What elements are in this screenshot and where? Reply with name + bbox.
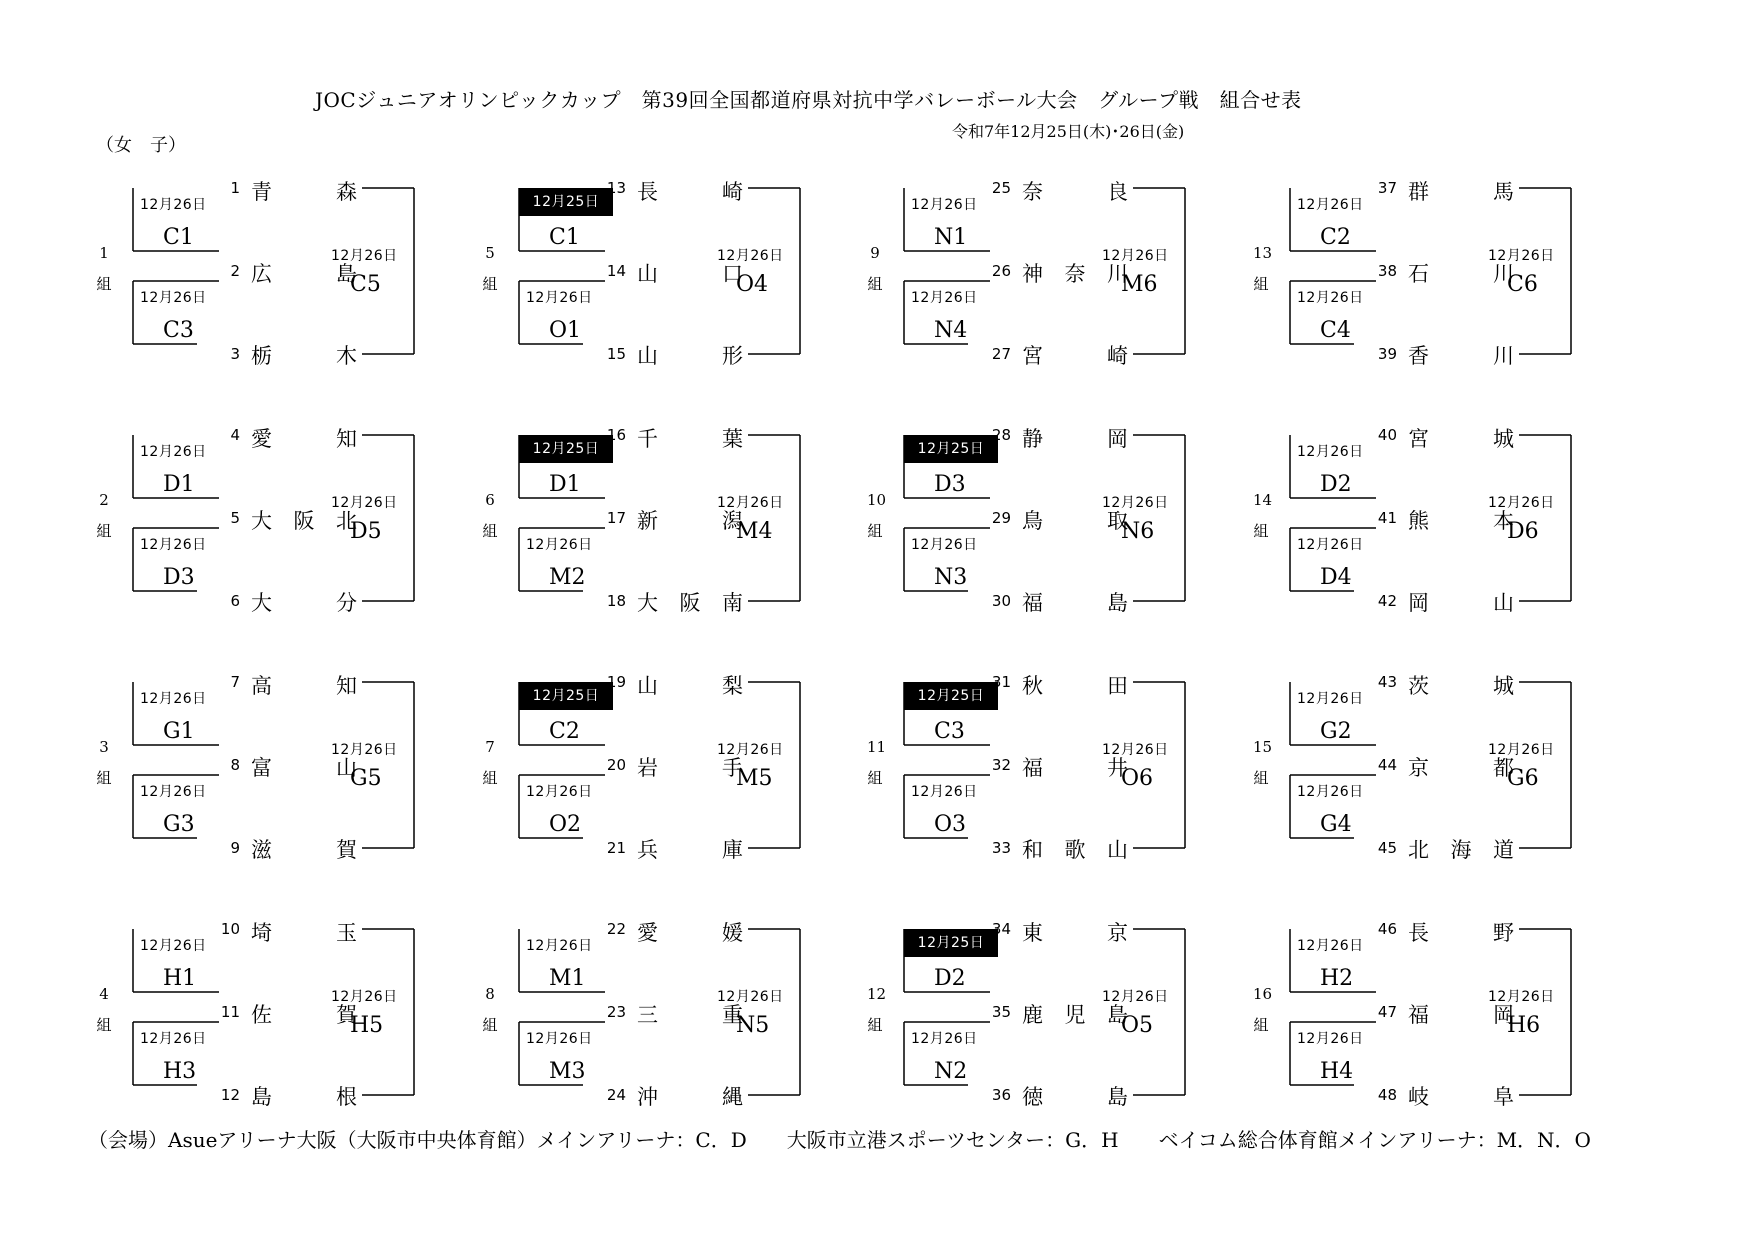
team-number: 27 [991,345,1011,363]
group-bracket [96,672,486,872]
team-name: 沖縄 [637,1085,743,1109]
team-number: 7 [230,673,240,691]
match-code-top: M1 [549,966,586,991]
match-code-final: G6 [1507,766,1539,791]
match-code-top: G1 [163,719,195,744]
team-name: 長崎 [637,180,743,204]
match-code-top: G2 [1320,719,1352,744]
team-number: 43 [1377,673,1397,691]
team-name: 宮崎 [1022,344,1128,368]
team-name: 福岡 [1408,1003,1514,1027]
team-name: 福島 [1022,591,1128,615]
match-code-final: O6 [1121,766,1154,791]
team-number: 20 [606,756,626,774]
team-name: 大阪北 [251,509,357,533]
team-number: 46 [1377,920,1397,938]
match-date-final: 12月26日 [331,742,398,758]
team-name: 茨城 [1408,674,1514,698]
match-date-final: 12月26日 [1102,248,1169,264]
team-name: 岐阜 [1408,1085,1514,1109]
team-number: 47 [1377,1003,1397,1021]
team-number: 8 [230,756,240,774]
match-date-final: 12月26日 [1488,248,1555,264]
team-number: 31 [991,673,1011,691]
match-code-bottom: G3 [163,812,195,837]
match-code-top: H1 [163,966,197,991]
match-date-top: 12月26日 [1297,691,1364,707]
match-code-final: M6 [1121,272,1158,297]
match-code-top: D1 [549,472,581,497]
match-code-final: M5 [736,766,773,791]
match-date-final: 12月26日 [331,495,398,511]
match-code-final: D6 [1507,519,1539,544]
team-name: 石川 [1408,262,1514,286]
match-code-bottom: N3 [934,565,968,590]
match-date-top: 12月26日 [140,691,207,707]
group-suffix: 組 [482,522,498,540]
match-code-final: C5 [350,272,381,297]
team-number: 9 [230,839,240,857]
match-code-bottom: C4 [1320,318,1351,343]
team-number: 40 [1377,426,1397,444]
team-name: 広島 [251,262,357,286]
team-name: 愛知 [251,427,357,451]
team-name: 佐賀 [251,1003,357,1027]
match-code-final: D5 [350,519,382,544]
team-number: 12 [220,1086,240,1104]
team-number: 3 [230,345,240,363]
page-title: JOCジュニアオリンピックカップ 第39回全国都道府県対抗中学バレーボール大会 グループ戦 組合せ表 [315,88,1302,112]
team-number: 5 [230,509,240,527]
match-code-top: D3 [934,472,966,497]
match-code-bottom: D3 [163,565,195,590]
match-code-bottom: O3 [934,812,967,837]
group-suffix: 組 [867,275,883,293]
group-number: 3 [99,738,109,756]
match-code-bottom: O1 [549,318,582,343]
group-number: 14 [1253,491,1273,509]
group-suffix: 組 [96,275,112,293]
group-number: 6 [485,491,495,509]
group-suffix: 組 [482,1016,498,1034]
team-name: 山口 [637,262,743,286]
match-date-top: 12月26日 [911,197,978,213]
event-date: 令和7年12月25日(木)･26日(金) [952,122,1185,141]
group-number: 5 [485,244,495,262]
team-name: 岡山 [1408,591,1514,615]
team-number: 16 [606,426,626,444]
team-number: 44 [1377,756,1397,774]
team-number: 26 [991,262,1011,280]
team-number: 35 [991,1003,1011,1021]
match-code-bottom: M3 [549,1059,586,1084]
match-date-bottom: 12月26日 [1297,290,1364,306]
match-date-final: 12月26日 [1102,742,1169,758]
match-date-final: 12月26日 [331,989,398,1005]
match-date-top: 12月26日 [140,197,207,213]
team-name: 山形 [637,344,743,368]
group-number: 10 [867,491,887,509]
team-name: 神奈川 [1022,262,1128,286]
group-number: 8 [485,985,495,1003]
team-name: 埼玉 [251,921,357,945]
team-number: 48 [1377,1086,1397,1104]
group-bracket [867,425,1257,625]
match-date-bottom: 12月26日 [911,537,978,553]
team-number: 39 [1377,345,1397,363]
group-number: 12 [867,985,887,1003]
match-date-bottom: 12月26日 [140,1031,207,1047]
team-number: 28 [991,426,1011,444]
group-bracket [96,425,486,625]
match-code-final: C6 [1507,272,1538,297]
team-name: 鹿児島 [1022,1003,1128,1027]
match-date-top: 12月26日 [140,938,207,954]
team-number: 4 [230,426,240,444]
match-code-final: G5 [350,766,382,791]
group-bracket [867,919,1257,1119]
team-number: 37 [1377,179,1397,197]
match-code-final: N6 [1121,519,1155,544]
team-name: 京都 [1408,756,1514,780]
match-date-bottom: 12月26日 [526,784,593,800]
match-date-bottom: 12月26日 [1297,1031,1364,1047]
group-suffix: 組 [1253,1016,1269,1034]
group-suffix: 組 [96,1016,112,1034]
team-name: 北海道 [1408,838,1514,862]
group-bracket [482,919,872,1119]
match-code-top: C1 [549,225,580,250]
team-number: 2 [230,262,240,280]
team-number: 15 [606,345,626,363]
team-number: 21 [606,839,626,857]
team-name: 奈良 [1022,180,1128,204]
match-code-top: C2 [1320,225,1351,250]
match-date-final: 12月26日 [717,989,784,1005]
group-number: 16 [1253,985,1273,1003]
match-code-bottom: C3 [163,318,194,343]
match-date-final: 12月26日 [717,742,784,758]
match-date-final: 12月26日 [331,248,398,264]
group-bracket [482,178,872,378]
team-number: 33 [991,839,1011,857]
match-date-final: 12月26日 [1488,742,1555,758]
group-suffix: 組 [96,522,112,540]
match-code-bottom: M2 [549,565,586,590]
group-bracket [1253,425,1643,625]
team-number: 42 [1377,592,1397,610]
group-number: 4 [99,985,109,1003]
group-bracket [1253,919,1643,1119]
team-number: 14 [606,262,626,280]
match-date-bottom: 12月26日 [911,1031,978,1047]
group-bracket [96,919,486,1119]
team-number: 29 [991,509,1011,527]
group-number: 15 [1253,738,1273,756]
match-date-top: 12月26日 [526,938,593,954]
group-suffix: 組 [1253,769,1269,787]
match-date-bottom: 12月26日 [1297,784,1364,800]
group-bracket [482,425,872,625]
team-name: 群馬 [1408,180,1514,204]
team-name: 香川 [1408,344,1514,368]
match-code-top: C2 [549,719,580,744]
group-suffix: 組 [96,769,112,787]
team-name: 兵庫 [637,838,743,862]
team-number: 25 [991,179,1011,197]
match-date-bottom: 12月26日 [526,290,593,306]
team-number: 23 [606,1003,626,1021]
match-date-bottom: 12月26日 [140,537,207,553]
match-date-bottom: 12月26日 [140,784,207,800]
team-name: 宮城 [1408,427,1514,451]
group-bracket [867,178,1257,378]
group-bracket [1253,672,1643,872]
match-code-top: D1 [163,472,195,497]
team-name: 静岡 [1022,427,1128,451]
team-name: 秋田 [1022,674,1128,698]
team-number: 34 [991,920,1011,938]
match-date-bottom: 12月26日 [911,290,978,306]
group-suffix: 組 [867,769,883,787]
match-date-top: 12月25日 [904,435,998,463]
team-number: 45 [1377,839,1397,857]
match-date-bottom: 12月26日 [1297,537,1364,553]
gender-label: （女 子） [96,135,186,156]
team-number: 30 [991,592,1011,610]
match-code-final: N5 [736,1013,770,1038]
venue-info: （会場）Asueアリーナ大阪（大阪市中央体育館）メインアリーナ：C．D 大阪市立港スポーツセンター：G．H ベイコム総合体育館メインアリーナ：M．N．O [88,1128,1591,1152]
match-date-final: 12月26日 [1102,495,1169,511]
group-number: 2 [99,491,109,509]
team-number: 38 [1377,262,1397,280]
group-suffix: 組 [1253,275,1269,293]
match-code-top: C1 [163,225,194,250]
match-code-top: D2 [1320,472,1352,497]
match-code-top: N1 [934,225,968,250]
match-code-bottom: D4 [1320,565,1352,590]
group-suffix: 組 [867,522,883,540]
match-date-final: 12月26日 [1488,989,1555,1005]
match-date-top: 12月25日 [519,435,613,463]
team-number: 32 [991,756,1011,774]
group-suffix: 組 [482,275,498,293]
match-code-bottom: G4 [1320,812,1352,837]
team-name: 長野 [1408,921,1514,945]
match-date-final: 12月26日 [717,248,784,264]
team-name: 大分 [251,591,357,615]
match-code-final: O5 [1121,1013,1154,1038]
team-number: 18 [606,592,626,610]
match-code-final: H6 [1507,1013,1541,1038]
team-name: 青森 [251,180,357,204]
group-bracket [482,672,872,872]
group-bracket [1253,178,1643,378]
team-number: 36 [991,1086,1011,1104]
match-code-top: H2 [1320,966,1354,991]
team-name: 徳島 [1022,1085,1128,1109]
match-code-final: O4 [736,272,769,297]
team-name: 大阪南 [637,591,743,615]
match-code-top: D2 [934,966,966,991]
match-date-final: 12月26日 [717,495,784,511]
team-name: 富山 [251,756,357,780]
match-date-top: 12月26日 [1297,444,1364,460]
team-name: 和歌山 [1022,838,1128,862]
team-number: 11 [220,1003,240,1021]
group-number: 13 [1253,244,1273,262]
group-number: 1 [99,244,109,262]
team-name: 高知 [251,674,357,698]
team-name: 愛媛 [637,921,743,945]
group-suffix: 組 [867,1016,883,1034]
team-name: 山梨 [637,674,743,698]
team-name: 岩手 [637,756,743,780]
team-name: 東京 [1022,921,1128,945]
team-name: 新潟 [637,509,743,533]
match-code-bottom: H3 [163,1059,197,1084]
match-date-top: 12月25日 [904,929,998,957]
group-number: 7 [485,738,495,756]
team-number: 41 [1377,509,1397,527]
group-number: 9 [870,244,880,262]
team-number: 6 [230,592,240,610]
match-code-bottom: H4 [1320,1059,1354,1084]
match-code-bottom: N2 [934,1059,968,1084]
group-suffix: 組 [1253,522,1269,540]
team-number: 17 [606,509,626,527]
team-name: 熊本 [1408,509,1514,533]
team-number: 1 [230,179,240,197]
team-name: 福井 [1022,756,1128,780]
match-date-final: 12月26日 [1488,495,1555,511]
group-number: 11 [867,738,887,756]
team-number: 19 [606,673,626,691]
team-number: 13 [606,179,626,197]
team-name: 滋賀 [251,838,357,862]
match-code-bottom: N4 [934,318,968,343]
group-suffix: 組 [482,769,498,787]
match-date-top: 12月26日 [1297,938,1364,954]
team-name: 鳥取 [1022,509,1128,533]
match-date-top: 12月26日 [1297,197,1364,213]
team-name: 栃木 [251,344,357,368]
match-date-top: 12月26日 [140,444,207,460]
team-name: 千葉 [637,427,743,451]
match-date-top: 12月25日 [904,682,998,710]
team-name: 三重 [637,1003,743,1027]
group-bracket [867,672,1257,872]
match-date-bottom: 12月26日 [911,784,978,800]
match-code-final: H5 [350,1013,384,1038]
team-number: 10 [220,920,240,938]
team-name: 島根 [251,1085,357,1109]
match-date-bottom: 12月26日 [526,537,593,553]
match-date-bottom: 12月26日 [526,1031,593,1047]
match-code-top: C3 [934,719,965,744]
match-code-final: M4 [736,519,773,544]
team-number: 22 [606,920,626,938]
match-date-top: 12月25日 [519,682,613,710]
team-number: 24 [606,1086,626,1104]
group-bracket [96,178,486,378]
match-code-bottom: O2 [549,812,582,837]
match-date-top: 12月25日 [519,188,613,216]
match-date-bottom: 12月26日 [140,290,207,306]
match-date-final: 12月26日 [1102,989,1169,1005]
